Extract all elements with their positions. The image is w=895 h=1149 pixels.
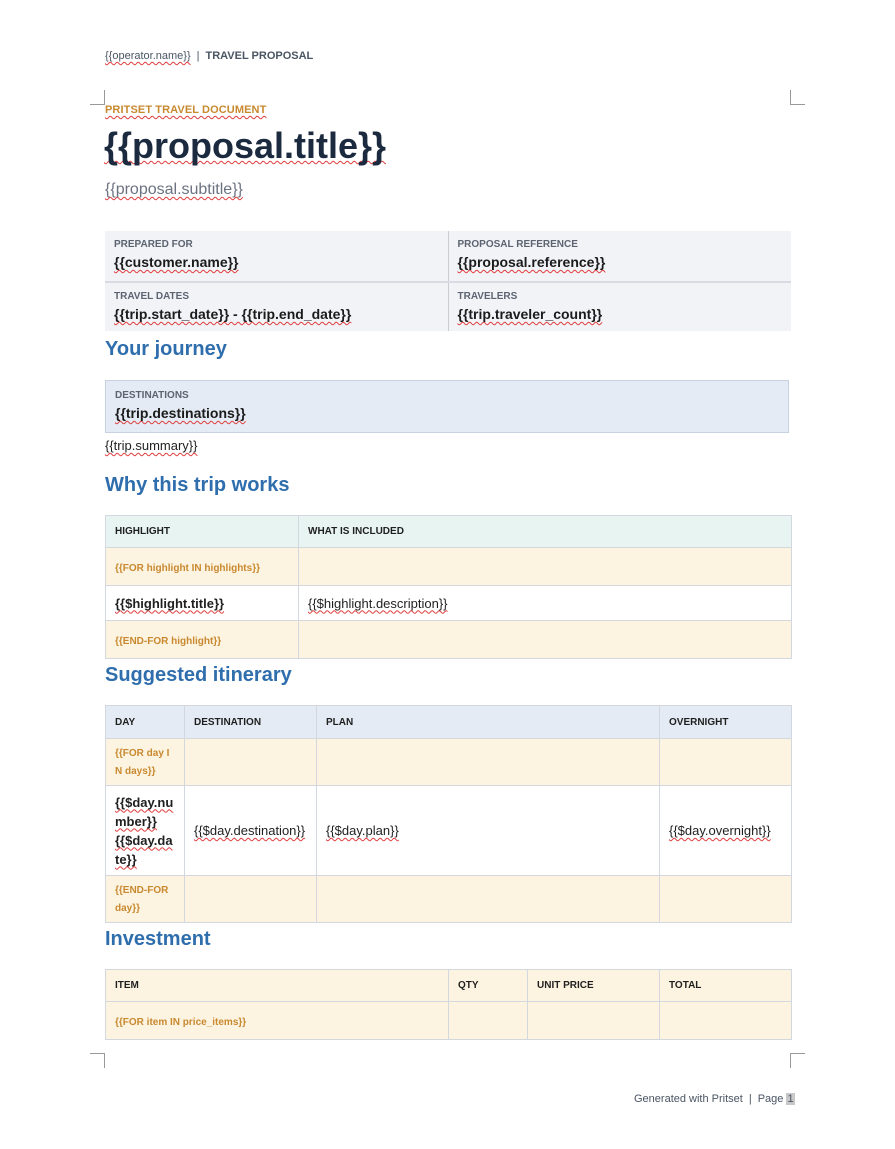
table-cell[interactable] [106, 739, 185, 786]
table-cell[interactable] [317, 786, 660, 876]
table-cell[interactable] [449, 1002, 528, 1040]
proposal-reference-value: {{proposal.reference}} [457, 254, 606, 270]
table-cell[interactable] [660, 786, 792, 876]
column-header-highlight[interactable]: HIGHLIGHT [106, 516, 299, 548]
column-header-item[interactable]: ITEM [106, 970, 449, 1002]
day-date-field: {{$day.date}} [115, 832, 173, 867]
heading-your-journey[interactable]: Your journey [105, 338, 227, 360]
table-cell[interactable] [299, 586, 792, 621]
document-eyebrow[interactable]: PRITSET TRAVEL DOCUMENT [105, 104, 267, 116]
loop-start-tag: {{FOR highlight IN highlights}} [115, 563, 260, 574]
column-header-qty[interactable]: QTY [449, 970, 528, 1002]
investment-table [105, 969, 792, 1040]
heading-investment[interactable]: Investment [105, 928, 211, 950]
page-footer [634, 1093, 795, 1105]
travelers-value: {{trip.traveler_count}} [457, 306, 603, 322]
column-header-overnight[interactable]: OVERNIGHT [660, 706, 792, 739]
destinations-box[interactable] [105, 380, 789, 433]
prepared-for-label: PREPARED FOR [114, 239, 193, 250]
trip-summary[interactable]: {{trip.summary}} [105, 438, 198, 453]
proposal-meta-table [105, 231, 791, 331]
table-cell[interactable] [185, 739, 317, 786]
column-header-day[interactable]: DAY [106, 706, 185, 739]
column-header-what-is-included[interactable]: WHAT IS INCLUDED [299, 516, 792, 548]
table-cell[interactable] [317, 876, 660, 923]
proposal-reference-label: PROPOSAL REFERENCE [457, 239, 578, 250]
table-cell[interactable] [660, 739, 792, 786]
travel-dates-cell[interactable] [105, 282, 448, 331]
proposal-reference-cell[interactable] [448, 231, 791, 282]
heading-why-this-trip-works[interactable]: Why this trip works [105, 474, 290, 496]
loop-end-tag: {{END-FOR day}} [115, 885, 169, 914]
loop-end-tag: {{END-FOR highlight}} [115, 636, 222, 647]
header-separator: | [196, 50, 200, 62]
document-type: TRAVEL PROPOSAL [205, 50, 314, 62]
table-cell[interactable] [528, 1002, 660, 1040]
column-header-unit-price[interactable]: UNIT PRICE [528, 970, 660, 1002]
travelers-cell[interactable] [448, 282, 791, 331]
footer-generated-text: Generated with Pritset [634, 1093, 743, 1105]
travel-dates-value: {{trip.start_date}} - {{trip.end_date}} [114, 306, 352, 322]
footer-separator: | [748, 1093, 752, 1105]
destinations-value: {{trip.destinations}} [115, 405, 246, 421]
margin-corner-top-right [790, 90, 805, 105]
proposal-title[interactable]: {{proposal.title}} [104, 125, 387, 166]
travelers-label: TRAVELERS [457, 291, 518, 302]
itinerary-table [105, 705, 792, 923]
margin-corner-bottom-right [790, 1053, 805, 1068]
column-header-destination[interactable]: DESTINATION [185, 706, 317, 739]
margin-corner-top-left [90, 90, 105, 105]
heading-suggested-itinerary[interactable]: Suggested itinerary [105, 664, 292, 686]
table-cell[interactable] [299, 548, 792, 586]
loop-start-tag: {{FOR day IN days}} [115, 748, 170, 777]
page-number[interactable]: 1 [787, 1093, 794, 1105]
column-header-plan[interactable]: PLAN [317, 706, 660, 739]
day-destination-field: {{$day.destination}} [194, 823, 306, 838]
proposal-subtitle[interactable]: {{proposal.subtitle}} [105, 181, 243, 198]
table-cell[interactable] [317, 739, 660, 786]
table-cell[interactable] [299, 621, 792, 659]
table-cell[interactable] [106, 621, 299, 659]
table-cell[interactable] [106, 586, 299, 621]
column-header-total[interactable]: TOTAL [660, 970, 792, 1002]
table-cell[interactable] [185, 786, 317, 876]
table-cell[interactable] [106, 1002, 449, 1040]
table-cell[interactable] [660, 1002, 792, 1040]
prepared-for-value: {{customer.name}} [114, 254, 239, 270]
margin-corner-bottom-left [90, 1053, 105, 1068]
travel-dates-label: TRAVEL DATES [114, 291, 190, 302]
highlight-description-field: {{$highlight.description}} [308, 595, 448, 611]
table-cell[interactable] [185, 876, 317, 923]
destinations-label: DESTINATIONS [115, 390, 189, 401]
loop-start-tag: {{FOR item IN price_items}} [115, 1017, 247, 1028]
day-number-field: {{$day.number}} [115, 794, 174, 829]
highlights-table [105, 515, 792, 659]
table-cell[interactable] [660, 876, 792, 923]
table-cell[interactable] [106, 876, 185, 923]
operator-name: {{operator.name}} [105, 50, 191, 62]
day-overnight-field: {{$day.overnight}} [669, 823, 771, 838]
footer-page-label: Page [757, 1093, 784, 1105]
day-plan-field: {{$day.plan}} [326, 823, 399, 838]
page-header [105, 50, 313, 62]
table-cell[interactable] [106, 548, 299, 586]
prepared-for-cell[interactable] [105, 231, 448, 282]
highlight-title-field: {{$highlight.title}} [115, 595, 225, 611]
table-cell[interactable] [106, 786, 185, 876]
